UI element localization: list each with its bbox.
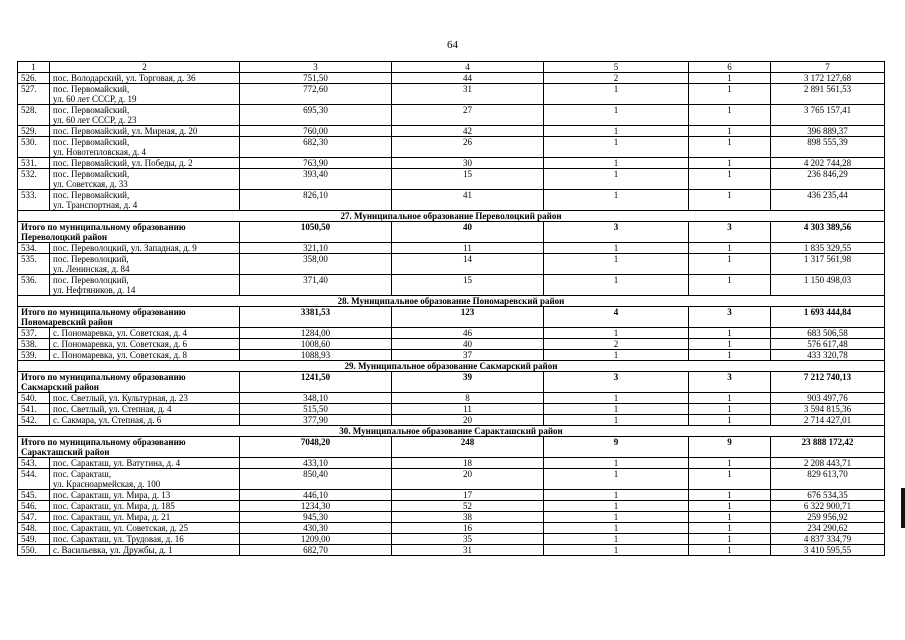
table-row (18, 169, 885, 190)
apartments: 15 (392, 169, 544, 190)
table-row (18, 158, 885, 169)
cost: 2 714 427,01 (771, 415, 885, 426)
address (50, 415, 240, 426)
col5: 1 (544, 534, 689, 545)
cost: 234 290,62 (771, 523, 885, 534)
col6: 1 (689, 73, 771, 84)
col6: 1 (689, 126, 771, 137)
section-heading: 29. Муниципальное образование Сакмарский район (18, 361, 885, 372)
cost: 903 497,76 (771, 393, 885, 404)
area: 682,30 (240, 137, 392, 158)
subtotal-label (18, 222, 240, 243)
cost: 683 506,58 (771, 328, 885, 339)
col5: 2 (544, 339, 689, 350)
area: 321,10 (240, 243, 392, 254)
column-number-5: 5 (544, 62, 689, 73)
subtotal-cost: 1 693 444,84 (771, 307, 885, 328)
col5: 1 (544, 469, 689, 490)
column-number-6: 6 (689, 62, 771, 73)
col5: 1 (544, 169, 689, 190)
col5: 1 (544, 126, 689, 137)
area: 850,40 (240, 469, 392, 490)
area: 430,30 (240, 523, 392, 534)
address-line: пос. Первомайский, ул. Мирная, д. 20 (53, 126, 198, 136)
address-line: пос. Первомайский, (53, 137, 130, 147)
col6: 1 (689, 469, 771, 490)
row-number: 546. (18, 501, 50, 512)
col6: 1 (689, 415, 771, 426)
area: 682,70 (240, 545, 392, 556)
cost: 2 891 561,53 (771, 84, 885, 105)
address-line: пос. Саракташ, ул. Мира, д. 185 (53, 501, 175, 511)
col5: 1 (544, 523, 689, 534)
col6: 1 (689, 190, 771, 211)
address (50, 393, 240, 404)
row-number: 537. (18, 328, 50, 339)
cost: 4 837 334,79 (771, 534, 885, 545)
address (50, 458, 240, 469)
area: 945,30 (240, 512, 392, 523)
area: 515,50 (240, 404, 392, 415)
row-number: 529. (18, 126, 50, 137)
subtotal-label-line: Переволоцкий район (21, 232, 108, 242)
address-line: с. Сакмара, ул. Степная, д. 6 (53, 415, 162, 425)
area: 1284,00 (240, 328, 392, 339)
col6: 1 (689, 243, 771, 254)
row-number: 536. (18, 275, 50, 296)
col5: 1 (544, 512, 689, 523)
col5: 1 (544, 490, 689, 501)
col5: 1 (544, 350, 689, 361)
col5: 1 (544, 275, 689, 296)
address (50, 339, 240, 350)
table-row (18, 126, 885, 137)
address (50, 350, 240, 361)
table-row (18, 105, 885, 126)
address (50, 158, 240, 169)
subtotal-area: 7048,20 (240, 437, 392, 458)
address (50, 169, 240, 190)
apartments: 52 (392, 501, 544, 512)
subtotal-apartments: 39 (392, 372, 544, 393)
row-number: 549. (18, 534, 50, 545)
row-number: 544. (18, 469, 50, 490)
address-line: ул. Новотепловская, д. 4 (53, 147, 147, 157)
apartments: 35 (392, 534, 544, 545)
table-row (18, 490, 885, 501)
subtotal-row (18, 307, 885, 328)
address-line: пос. Саракташ, ул. Советская, д. 25 (53, 523, 189, 533)
address (50, 512, 240, 523)
page-number: 64 (447, 39, 458, 51)
address-line: ул. 60 лет СССР, д. 19 (53, 94, 137, 104)
address (50, 137, 240, 158)
col6: 1 (689, 523, 771, 534)
subtotal-area: 1241,50 (240, 372, 392, 393)
subtotal-area: 1050,50 (240, 222, 392, 243)
subtotal-cost: 7 212 740,13 (771, 372, 885, 393)
section-heading-row (18, 361, 885, 372)
col6: 1 (689, 490, 771, 501)
address-line: пос. Светлый, ул. Культурная, д. 23 (53, 393, 188, 403)
col6: 1 (689, 404, 771, 415)
address-line: с. Пономаревка, ул. Советская, д. 6 (53, 339, 188, 349)
row-number: 540. (18, 393, 50, 404)
apartments: 30 (392, 158, 544, 169)
apartments: 11 (392, 243, 544, 254)
table-row (18, 350, 885, 361)
subtotal-label-line: Пономаревский район (21, 317, 113, 327)
address-line: пос. Первомайский, (53, 190, 130, 200)
col6: 1 (689, 84, 771, 105)
apartments: 17 (392, 490, 544, 501)
area: 772,60 (240, 84, 392, 105)
row-number: 542. (18, 415, 50, 426)
address-line: с. Пономаревка, ул. Советская, д. 4 (53, 328, 188, 338)
cost: 2 208 443,71 (771, 458, 885, 469)
address (50, 469, 240, 490)
section-heading: 30. Муниципальное образование Саракташский район (18, 426, 885, 437)
row-number: 535. (18, 254, 50, 275)
apartments: 46 (392, 328, 544, 339)
subtotal-cost: 4 303 389,56 (771, 222, 885, 243)
cost: 1 317 561,98 (771, 254, 885, 275)
area: 1209,00 (240, 534, 392, 545)
table-row (18, 415, 885, 426)
apartments: 31 (392, 84, 544, 105)
column-number-4: 4 (392, 62, 544, 73)
col6: 1 (689, 275, 771, 296)
table-row (18, 469, 885, 490)
col5: 1 (544, 158, 689, 169)
subtotal-label (18, 372, 240, 393)
apartments: 41 (392, 190, 544, 211)
address-line: пос. Саракташ, ул. Мира, д. 21 (53, 512, 171, 522)
apartments: 20 (392, 415, 544, 426)
cost: 236 846,29 (771, 169, 885, 190)
cost: 1 150 498,03 (771, 275, 885, 296)
row-number: 527. (18, 84, 50, 105)
address-line: пос. Переволоцкий, ул. Западная, д. 9 (53, 243, 197, 253)
apartments: 38 (392, 512, 544, 523)
row-number: 550. (18, 545, 50, 556)
address-line: ул. Транспортная, д. 4 (53, 200, 138, 210)
col5: 1 (544, 84, 689, 105)
row-number: 541. (18, 404, 50, 415)
table-row (18, 545, 885, 556)
section-heading: 27. Муниципальное образование Переволоцкий район (18, 211, 885, 222)
table-row (18, 404, 885, 415)
row-number: 532. (18, 169, 50, 190)
column-number-7: 7 (771, 62, 885, 73)
column-number-2: 2 (50, 62, 240, 73)
subtotal-col6: 3 (689, 372, 771, 393)
address (50, 190, 240, 211)
row-number: 539. (18, 350, 50, 361)
col5: 1 (544, 105, 689, 126)
subtotal-label (18, 437, 240, 458)
cost: 3 765 157,41 (771, 105, 885, 126)
col6: 1 (689, 137, 771, 158)
col6: 1 (689, 105, 771, 126)
area: 751,50 (240, 73, 392, 84)
col6: 1 (689, 339, 771, 350)
subtotal-row (18, 372, 885, 393)
cost: 433 320,78 (771, 350, 885, 361)
area: 1008,60 (240, 339, 392, 350)
cost: 576 617,48 (771, 339, 885, 350)
address (50, 73, 240, 84)
apartments: 20 (392, 469, 544, 490)
header-row (18, 62, 885, 73)
subtotal-apartments: 123 (392, 307, 544, 328)
address-line: пос. Переволоцкий, (53, 275, 129, 285)
col5: 2 (544, 73, 689, 84)
apartments: 11 (392, 404, 544, 415)
col6: 1 (689, 512, 771, 523)
housing-table (17, 61, 885, 556)
section-heading-row (18, 211, 885, 222)
row-number: 526. (18, 73, 50, 84)
col5: 1 (544, 254, 689, 275)
row-number: 531. (18, 158, 50, 169)
area: 760,00 (240, 126, 392, 137)
cost: 6 322 900,71 (771, 501, 885, 512)
address-line: пос. Саракташ, ул. Мира, д. 13 (53, 490, 171, 500)
subtotal-label-line: Сакмарский район (21, 382, 99, 392)
row-number: 533. (18, 190, 50, 211)
subtotal-col5: 3 (544, 222, 689, 243)
subtotal-label-line: Итого по муниципальному образованию (21, 307, 186, 317)
area: 377,90 (240, 415, 392, 426)
table-row (18, 137, 885, 158)
section-heading-row (18, 426, 885, 437)
table-row (18, 190, 885, 211)
cost: 4 202 744,28 (771, 158, 885, 169)
subtotal-col5: 9 (544, 437, 689, 458)
subtotal-label-line: Саракташский район (21, 447, 110, 457)
table-row (18, 328, 885, 339)
table-row (18, 512, 885, 523)
address (50, 275, 240, 296)
area: 1088,93 (240, 350, 392, 361)
address-line: пос. Саракташ, ул. Трудовая, д. 16 (53, 534, 184, 544)
table-row (18, 254, 885, 275)
section-heading-row (18, 296, 885, 307)
row-number: 528. (18, 105, 50, 126)
address-line: ул. Советская, д. 33 (53, 179, 128, 189)
table-row (18, 534, 885, 545)
column-number-1: 1 (18, 62, 50, 73)
col5: 1 (544, 458, 689, 469)
cost: 1 835 329,55 (771, 243, 885, 254)
address-line: пос. Саракташ, ул. Ватутина, д. 4 (53, 458, 181, 468)
address-line: пос. Первомайский, (53, 105, 130, 115)
col5: 1 (544, 545, 689, 556)
col5: 1 (544, 190, 689, 211)
address (50, 404, 240, 415)
address-line: пос. Переволоцкий, (53, 254, 129, 264)
table-row (18, 275, 885, 296)
cost: 396 889,37 (771, 126, 885, 137)
col6: 1 (689, 545, 771, 556)
address (50, 523, 240, 534)
cost: 829 613,70 (771, 469, 885, 490)
table-row (18, 339, 885, 350)
cost: 3 594 815,36 (771, 404, 885, 415)
area: 358,00 (240, 254, 392, 275)
address (50, 243, 240, 254)
apartments: 37 (392, 350, 544, 361)
col6: 1 (689, 158, 771, 169)
col5: 1 (544, 501, 689, 512)
area: 826,10 (240, 190, 392, 211)
area: 763,90 (240, 158, 392, 169)
area: 446,10 (240, 490, 392, 501)
section-heading: 28. Муниципальное образование Пономаревский район (18, 296, 885, 307)
table-row (18, 458, 885, 469)
area: 371,40 (240, 275, 392, 296)
address (50, 105, 240, 126)
apartments: 42 (392, 126, 544, 137)
col6: 1 (689, 458, 771, 469)
subtotal-row (18, 222, 885, 243)
col5: 1 (544, 328, 689, 339)
col5: 1 (544, 243, 689, 254)
table-row (18, 84, 885, 105)
apartments: 18 (392, 458, 544, 469)
subtotal-label-line: Итого по муниципальному образованию (21, 437, 186, 447)
row-number: 543. (18, 458, 50, 469)
cost: 3 410 595,55 (771, 545, 885, 556)
address (50, 126, 240, 137)
table-row (18, 243, 885, 254)
subtotal-cost: 23 888 172,42 (771, 437, 885, 458)
address-line: ул. 60 лет СССР, д. 23 (53, 115, 137, 125)
col6: 1 (689, 501, 771, 512)
address-line: с. Пономаревка, ул. Советская, д. 8 (53, 350, 188, 360)
address-line: ул. Ленинская, д. 84 (53, 264, 130, 274)
cost: 898 555,39 (771, 137, 885, 158)
subtotal-label-line: Итого по муниципальному образованию (21, 372, 186, 382)
address-line: пос. Первомайский, (53, 84, 130, 94)
subtotal-col6: 3 (689, 307, 771, 328)
row-number: 545. (18, 490, 50, 501)
subtotal-area: 3381,53 (240, 307, 392, 328)
area: 695,30 (240, 105, 392, 126)
area: 1234,30 (240, 501, 392, 512)
address-line: пос. Первомайский, (53, 169, 130, 179)
address-line: пос. Володарский, ул. Торговая, д. 36 (53, 73, 196, 83)
address-line: с. Васильевка, ул. Дружбы, д. 1 (53, 545, 173, 555)
address (50, 328, 240, 339)
table-row (18, 523, 885, 534)
apartments: 44 (392, 73, 544, 84)
address-line: ул. Красноармейская, д. 100 (53, 479, 161, 489)
row-number: 534. (18, 243, 50, 254)
address-line: ул. Нефтяников, д. 14 (53, 285, 136, 295)
col6: 1 (689, 393, 771, 404)
apartments: 31 (392, 545, 544, 556)
table-row (18, 501, 885, 512)
row-number: 548. (18, 523, 50, 534)
cost: 3 172 127,68 (771, 73, 885, 84)
address (50, 545, 240, 556)
apartments: 16 (392, 523, 544, 534)
subtotal-col5: 3 (544, 372, 689, 393)
col5: 1 (544, 415, 689, 426)
apartments: 40 (392, 339, 544, 350)
address (50, 534, 240, 545)
address (50, 84, 240, 105)
address-line: пос. Саракташ, (53, 469, 111, 479)
cost: 436 235,44 (771, 190, 885, 211)
subtotal-col5: 4 (544, 307, 689, 328)
table-row (18, 393, 885, 404)
col5: 1 (544, 393, 689, 404)
subtotal-apartments: 248 (392, 437, 544, 458)
col5: 1 (544, 404, 689, 415)
apartments: 27 (392, 105, 544, 126)
apartments: 15 (392, 275, 544, 296)
subtotal-col6: 9 (689, 437, 771, 458)
col6: 1 (689, 350, 771, 361)
col6: 1 (689, 254, 771, 275)
area: 348,10 (240, 393, 392, 404)
area: 433,10 (240, 458, 392, 469)
subtotal-apartments: 40 (392, 222, 544, 243)
address-line: пос. Первомайский, ул. Победы, д. 2 (53, 158, 193, 168)
address-line: пос. Светлый, ул. Степная, д. 4 (53, 404, 172, 414)
col6: 1 (689, 328, 771, 339)
apartments: 8 (392, 393, 544, 404)
row-number: 538. (18, 339, 50, 350)
cost: 259 956,92 (771, 512, 885, 523)
address (50, 254, 240, 275)
column-number-3: 3 (240, 62, 392, 73)
col6: 1 (689, 169, 771, 190)
scan-edge-mark (901, 488, 905, 528)
address (50, 501, 240, 512)
row-number: 547. (18, 512, 50, 523)
area: 393,40 (240, 169, 392, 190)
col5: 1 (544, 137, 689, 158)
cost: 676 534,35 (771, 490, 885, 501)
col6: 1 (689, 534, 771, 545)
subtotal-label (18, 307, 240, 328)
subtotal-col6: 3 (689, 222, 771, 243)
table-row (18, 73, 885, 84)
apartments: 26 (392, 137, 544, 158)
address (50, 490, 240, 501)
apartments: 14 (392, 254, 544, 275)
subtotal-row (18, 437, 885, 458)
row-number: 530. (18, 137, 50, 158)
subtotal-label-line: Итого по муниципальному образованию (21, 222, 186, 232)
